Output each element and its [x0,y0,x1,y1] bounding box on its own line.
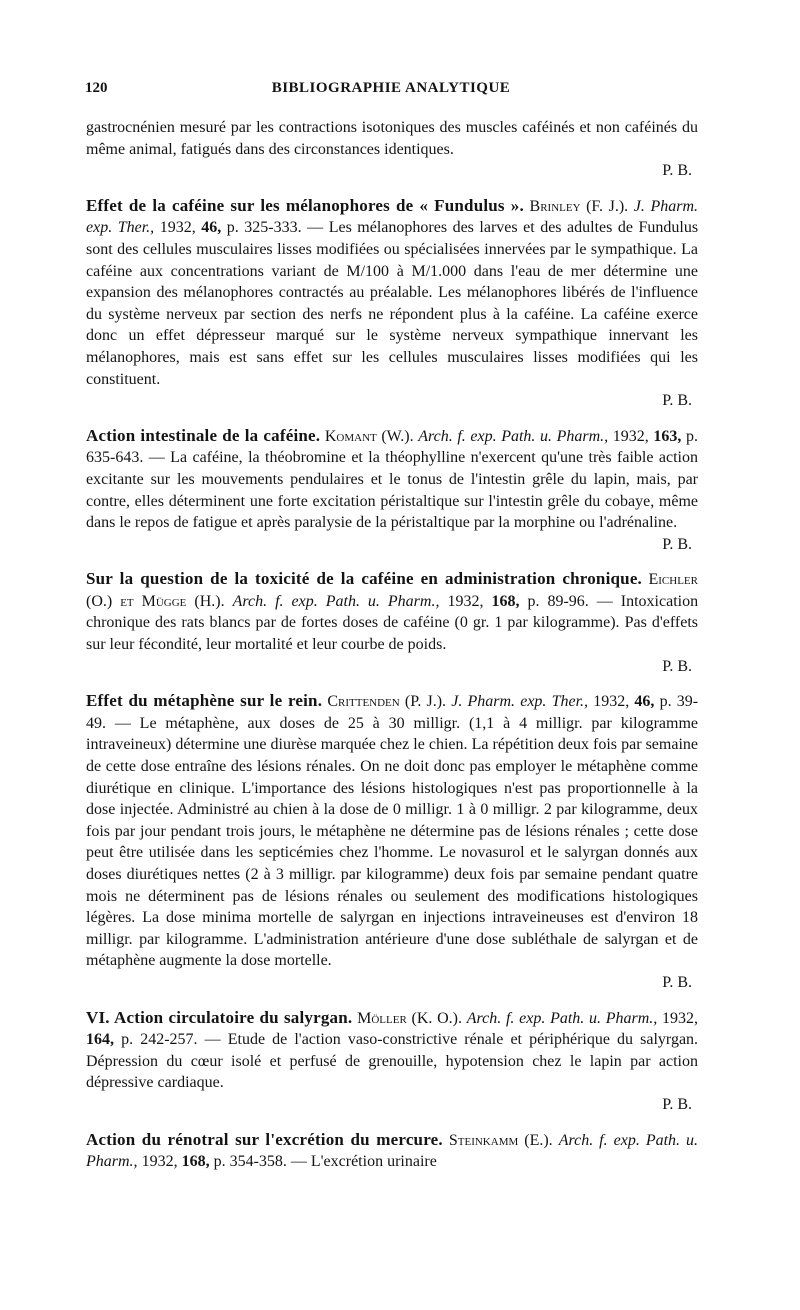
bibliography-entry [86,690,698,972]
entry-authors: Steinkamm (E.). [448,1131,553,1149]
entry-journal: J. Pharm. exp. Ther., [86,197,699,237]
entry-authors: Crittenden (P. J.). [327,693,447,711]
entry-pages: p. 354-358. [213,1153,287,1171]
entry-year: 1932, [447,592,484,610]
entry-pages: p. 89-96. [527,592,589,610]
intro-signature: P. B. [662,162,692,180]
entry-abstract: — Etude de l'action vaso-constrictive rénale et périphérique du salyrgan. Dépression du cœur isolé et perfusé de grenouille, hypotension chez le lapin par action dépressive cardiaque. [86,1031,699,1092]
entry-year: 1932, [662,1009,699,1027]
entry-journal: Arch. f. exp. Path. u. Pharm., [232,592,440,610]
bibliography-entry [86,195,698,390]
entry-journal: Arch. f. exp. Path. u. Pharm., [418,427,609,445]
entry-signature: P. B. [662,657,692,675]
entry-volume: 168, [491,592,520,610]
entry-volume: 164, [86,1031,114,1049]
entry-volume: 46, [201,219,222,237]
entry-abstract: — Intoxication chronique des rats blancs par de fortes doses de caféine (0 gr. 1 par kilogramme). Pas d'effets sur leur fécondité, leur mortalité et leur courbe de poids. [86,592,699,654]
entry-pages: p. 325-333. [226,219,302,237]
entry-volume: 168, [181,1153,210,1171]
entry-heading: Effet de la caféine sur les mélanophores de « Fundulus ». [86,195,524,215]
entry-year: 1932, [612,427,649,445]
entry-pages: p. 242-257. [121,1031,198,1049]
intro-paragraph: gastrocnénien mesuré par les contractions isotoniques des muscles caféinés et non caféinés du même animal, fatigués dans des circonstances identiques. [86,119,698,158]
entry-journal: Arch. f. exp. Path. u. Pharm., [466,1009,658,1027]
bibliography-entry [86,425,698,534]
bibliography-entry [86,568,698,655]
bibliography-entry [86,1129,698,1173]
text-column [86,117,698,1173]
entry-journal: Arch. f. exp. Path. u. Pharm., [86,1131,699,1171]
page-number: 120 [85,80,108,96]
entry-volume: 46, [634,693,655,711]
entry-pages: p. 39-49. [86,693,699,732]
entry-authors: Eichler (O.) et Mügge (H.). [86,571,698,610]
entry-heading: Effet du métaphène sur le rein. [86,691,323,711]
entry-abstract: — Les mélanophores des larves et des adultes de Fundulus sont des cellules musculaires lisses modifiées ou spécialisées innervées par le sympathique. La caféine aux concentrations variant de M/100 à M/1.000 dans l'eau de mer détermine une expansion des mélanophores contractés au préalable. Les mélanophores libérés de l'influence du système nerveux par section des nerfs ne répondent plus à la caféine. La caféine exerce donc un effet dépresseur marqué sur le système nerveux sympathique innervant les mélanophores, mais est sans effet sur les cellules musculaires lisses modifiées qui les constituent. [86,219,699,388]
entry-heading: Sur la question de la toxicité de la caféine en administration chronique. [86,569,643,589]
entry-heading: VI. Action circulatoire du salyrgan. [86,1007,353,1027]
entry-signature: P. B. [662,535,692,553]
running-header [85,80,697,106]
entry-journal: J. Pharm. exp. Ther., [451,693,589,711]
entry-signature: P. B. [662,392,692,410]
entry-authors: Brinley (F. J.). [529,197,629,215]
entry-signature: P. B. [662,1095,692,1113]
entry-year: 1932, [159,219,196,237]
entry-volume: 163, [653,427,682,445]
bibliography-entry [86,1007,698,1094]
entry-abstract: — La caféine, la théobromine et la théophylline n'exercent qu'une très faible action excitante sur les mouvements pendulaires et le tonus de l'intestin grêle du lapin, mais, par contre, elles déterminent une forte excitation péristaltique sur l'intestin grêle du cobaye, même dans le repos de fatigue et après paralysie de la péristaltique par la morphine ou l'adrénaline. [86,449,698,532]
entry-year: 1932, [141,1153,178,1171]
entry-authors: Komant (W.). [324,427,414,445]
entry-abstract: — Le métaphène, aux doses de 25 à 30 milligr. (1,1 à 4 milligr. par kilogramme intraveineux) détermine une diurèse marquée chez le chien. La répétition deux fois par semaine de cette dose entraîne des lésions rénales. On ne doit donc pas employer le métaphène comme diurétique en clinique. L'importance des lésions histologiques n'est pas proportionnelle à la dose injectée. Administré au chien à la dose de 0 milligr. 1 à 0 milligr. 2 par kilogramme, deux fois par jour pendant trois jours, le métaphène ne détermine pas de lésions rénales ; cette dose peut être utilisée dans les septicémies chez l'homme. Le novasurol et le salyrgan donnés aux doses diurétiques nettes (2 à 3 milligr. par kilogramme) deux fois par semaine pendant quatre mois ne déterminent pas de lésions rénales ou seulement des modifications histologiques légères. La dose minima mortelle de salyrgan en injections intraveineuses est d'environ 18 milligr. par kilogramme. L'administration antérieure d'une dose subléthale de salyrgan et de métaphène augmente la dose mortelle. [86,714,699,970]
running-title: BIBLIOGRAPHIE ANALYTIQUE [271,80,511,96]
entry-pages: p. 635-643. [86,427,699,467]
entry-authors: Möller (K. O.). [357,1009,462,1027]
entry-year: 1932, [593,693,630,711]
entry-heading: Action du rénotral sur l'excrétion du mercure. [86,1129,443,1149]
entry-signature: P. B. [662,973,692,991]
entry-heading: Action intestinale de la caféine. [86,425,321,445]
entry-abstract: — L'excrétion urinaire [290,1153,437,1171]
